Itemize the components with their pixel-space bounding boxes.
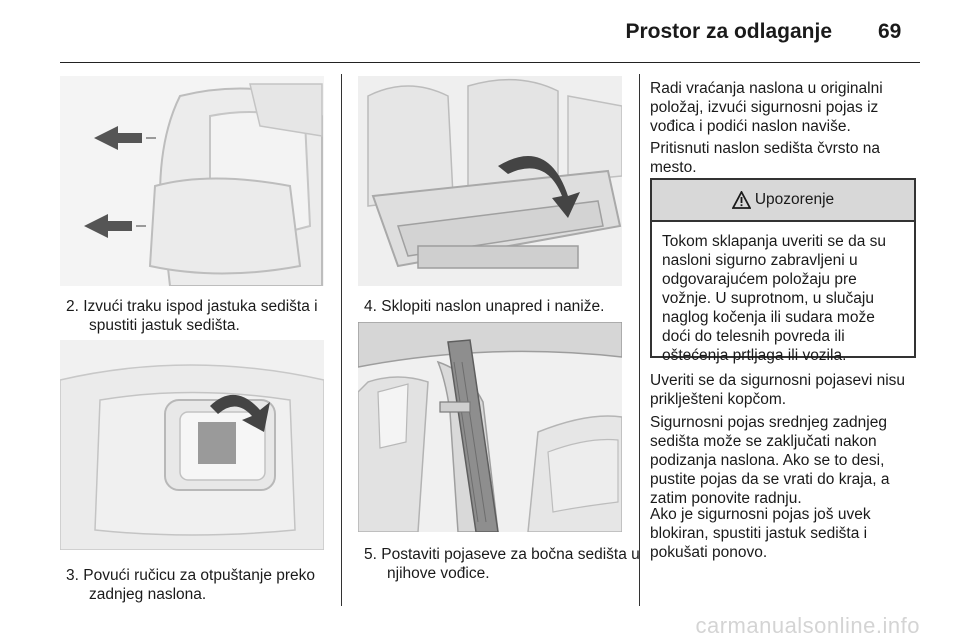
step-text: Sklopiti naslon unapred i naniže.	[381, 298, 605, 315]
step-number: 2.	[66, 298, 79, 315]
belt-guide-drawing	[358, 322, 622, 532]
paragraph-belt-still-blocked: Ako je sigurnosni pojas još uvek blokiran, spustiti jastuk sedišta i pokušati ponovo.	[650, 506, 871, 561]
warning-box	[650, 178, 916, 364]
seat-cushion-drawing	[60, 76, 324, 286]
paragraph-press-seat: Pritisnuti naslon sedišta čvrsto na mesto.	[650, 140, 881, 176]
warning-body: Tokom sklapanja uveriti se da su nasloni sigurno zabravljeni u odgovarajućem položaju pre vožnje. U suprotnom, u slučaju naglog kočenja ili sudara može doći do telesnih povreda ili oštećenja prtljaga ili vozila.	[662, 233, 887, 364]
step-text: Povući ručicu za otpuštanje preko zadnjeg naslona.	[83, 567, 316, 603]
step-4	[364, 297, 649, 316]
belt-guide-illustration	[358, 322, 622, 532]
watermark: carmanualsonline.info	[695, 613, 920, 638]
fold-backrest-illustration	[358, 76, 622, 286]
seat-cushion-illustration	[60, 76, 324, 286]
warning-triangle-icon	[732, 191, 751, 209]
column-divider-left	[341, 74, 342, 606]
step-text: Izvući traku ispod jastuka sedišta i spustiti jastuk sedišta.	[83, 298, 318, 334]
release-lever-drawing	[60, 340, 324, 550]
step-3	[66, 566, 351, 604]
warning-header	[652, 180, 914, 222]
step-number: 5.	[364, 546, 377, 563]
paragraph-restore-backrest: Radi vraćanja naslona u originalni položaj, izvući sigurnosni pojas iz vođica i podići naslon naviše.	[650, 80, 883, 135]
page-number: 69	[878, 20, 902, 43]
column-divider-right	[639, 74, 640, 606]
header-divider	[60, 62, 920, 63]
step-5	[364, 545, 649, 583]
fold-backrest-drawing	[358, 76, 622, 286]
step-2	[66, 297, 351, 335]
page-title: Prostor za odlaganje	[625, 20, 832, 43]
step-number: 4.	[364, 298, 377, 315]
warning-title: Upozorenje	[754, 191, 835, 208]
release-lever-illustration	[60, 340, 324, 550]
step-number: 3.	[66, 567, 79, 584]
paragraph-center-belt-lock: Sigurnosni pojas srednjeg zadnjeg sedišta može se zaključati nakon podizanja naslona. Ako se to desi, pustite pojas da se vrati do kraja, a zatim ponovite radnju.	[650, 414, 890, 507]
step-text: Postaviti pojaseve za bočna sedišta u njihove vođice.	[381, 546, 640, 582]
paragraph-belts-not-pinched: Uveriti se da sigurnosni pojasevi nisu priklješteni kopčom.	[650, 372, 906, 408]
